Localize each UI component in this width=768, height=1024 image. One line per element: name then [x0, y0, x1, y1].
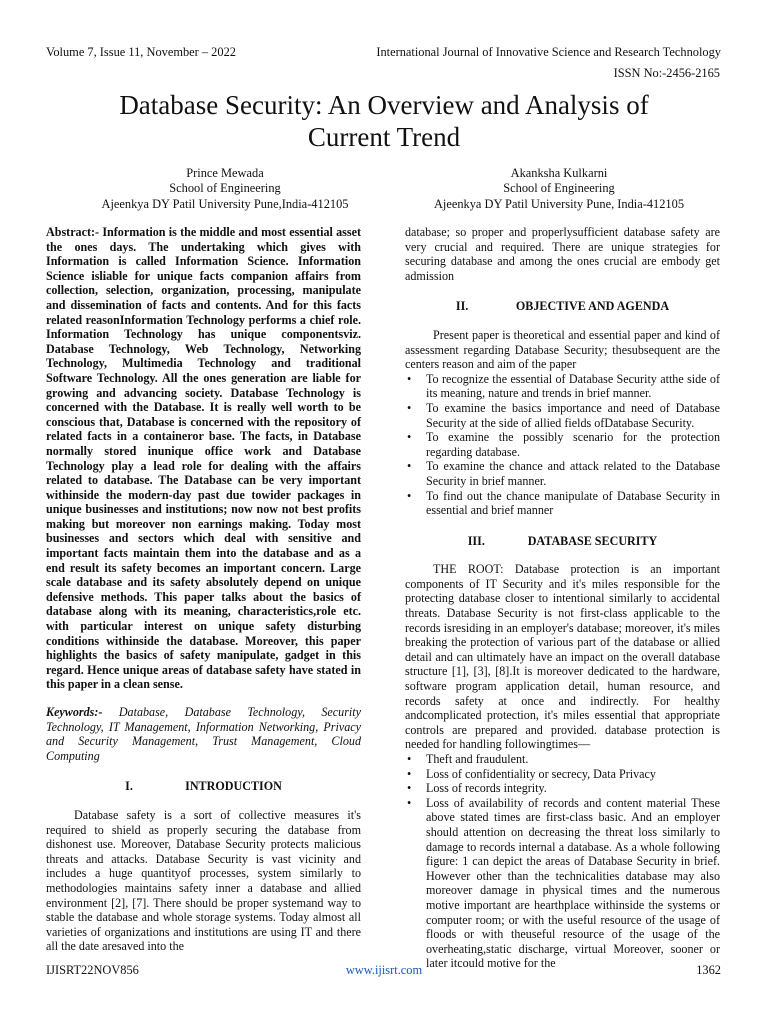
- threat-list: [405, 752, 720, 971]
- issn: ISSN No:-2456-2165: [613, 66, 720, 80]
- author-name: Akanksha Kulkarni: [510, 166, 608, 180]
- title-line-1: Database Security: An Overview and Analysis of: [119, 90, 649, 120]
- database-security-text: THE ROOT: Database protection is an important components of IT Security and it's miles responsible for the protecting database closer to intentional similarly to accidental threats. Database Security is not first-class applicable to the records isresiding in an employer's database; moreover, it's miles breaking the protection of various part of the database or allied detail and can ultimately have an impact on the overall database structure [1], [3], [8].It is moreover dedicated to the hardware, software program application detail, human resource, and records safety at once and indirectly. For healthy andcomplicated protection, it's miles essential that appropriate controls are prepared and provided. database protection is needed for handling followingtimes—: [405, 562, 720, 752]
- author-dept: School of Engineering: [503, 181, 615, 196]
- section-title: DATABASE SECURITY: [527, 533, 658, 548]
- section-title: OBJECTIVE AND AGENDA: [515, 299, 670, 314]
- list-item: • To find out the chance manipulate of Database Security in essential and brief manner: [407, 488, 720, 518]
- objective-list: [405, 372, 720, 518]
- list-item: • Loss of records integrity.: [407, 781, 547, 796]
- paper-title: [40, 89, 728, 153]
- author-dept: School of Engineering: [169, 181, 281, 196]
- section-heading-objective: [405, 299, 720, 314]
- author-2: [413, 166, 705, 212]
- keywords-text: Database, Database Technology, Security Technology, IT Management, Information Networking, Privacy and Security Management, Trust Management, Cloud Computing: [46, 705, 361, 763]
- author-univ: Ajeenkya DY Patil University Pune,India-412105: [101, 196, 349, 211]
- section-heading-introduction: [46, 779, 361, 794]
- bullet-icon: •: [407, 781, 412, 796]
- list-item: • To examine the basics importance and need of Database Security at the side of allied fields ofDatabase Security.: [407, 400, 720, 430]
- section-number: I.: [125, 779, 133, 794]
- keywords-label: Keywords:-: [46, 705, 103, 719]
- volume-info: Volume 7, Issue 11, November – 2022: [46, 45, 236, 59]
- bullet-icon: •: [407, 371, 412, 386]
- section-number: III.: [467, 533, 485, 548]
- footer-paper-id: IJISRT22NOV856: [46, 963, 139, 977]
- bullet-icon: •: [407, 766, 412, 781]
- bullet-icon: •: [407, 459, 412, 474]
- section-title: INTRODUCTION: [185, 779, 282, 794]
- list-item: • To recognize the essential of Database Security atthe side of its meaning, nature and trends in brief manner.: [407, 371, 720, 401]
- right-column: [405, 225, 720, 971]
- bullet-icon: •: [407, 430, 412, 445]
- author-1: [60, 166, 390, 212]
- list-item: • Loss of availability of records and content material These above stated times are first-class basic. And an employer should attention on decreasing the threat loss similarly to damage to records internal a database. As a whole following figure: 1 can depict the areas of Database Security in brief. However other than the technicalities database may also moreover damage in physical times and the numerous motive important are hearthplace withinside the systems or computer room; or with the useful resource of the usage of floods or with theuseful resource of the usage of the overheating,static discharge, virtual Moreover, sooner or later itcould motive for the: [407, 795, 720, 971]
- objective-text: Present paper is theoretical and essential paper and kind of assessment regarding Database Security; thesubsequent are the centers reason and aim of the paper: [405, 327, 720, 372]
- author-name: Prince Mewada: [186, 166, 264, 180]
- introduction-text: Database safety is a sort of collective measures it's required to shield as properly securing the database from dishonest use. Moreover, Database Security protects malicious threats and attacks. Database Security is vast vicinity and includes a huge quantityof processes, system similarly to methodologies maintains safety inner a database and allied environment [2], [7]. There should be proper systemand way to stable the database and whole storage systems. Today almost all varieties of organizations and institutions are using IT and there all the date aresaved into the: [46, 807, 361, 954]
- journal-name: International Journal of Innovative Science and Research Technology: [376, 45, 721, 59]
- author-univ: Ajeenkya DY Patil University Pune, India-412105: [433, 196, 685, 211]
- footer-page-number: 1362: [696, 963, 721, 977]
- abstract: Abstract:- Information is the middle and most essential asset the ones days. The undertaking which gives with Information is called Information Science. Information Science isliable for unique facts companion affairs from collection, selection, organization, processing, manipulate and dissemination of facts and contents. And for this facts related reasonInformation Technology performs a chief role. Information Technology has unique componentsviz. Database Technology, Web Technology, Networking Technology, Multimedia Technology and traditional Software Technology. All the ones generation are liable for growing and advancing society. Database Technology is concerned with the Database. It is really well worth to be conscious that, Database is concerned with the repository of related facts in a containeror base. The facts, in Database normally stored inunique office work and Database Technology play a lead role for dealing with the affairs related to database. The Database can be very important withinside the modern-day past due towider packages in unique businesses and institutions; now now not best profits making but moreover non earnings making. Today most businesses and sectors which deal with sensitive and important facts maintain them into the database and as a end result its safety becomes an important concern. Large scale database and its safety absolutely depend on unique defensive methods. This paper talks about the basics of database along with its meaning, characteristics,role etc. with particular interest on unique safety disturbing conditions withinside the database. Moreover, this paper highlights the basics of safety manipulate, gadget in this regard. Hence unique areas of database safety have stated in this paper in a clean sense.: [46, 225, 361, 692]
- title-line-2: Current Trend: [307, 122, 461, 152]
- list-item: • Theft and fraudulent.: [407, 752, 529, 766]
- list-item: • To examine the possibly scenario for the protection regarding database.: [407, 430, 720, 459]
- section-number: II.: [455, 299, 469, 314]
- bullet-icon: •: [407, 488, 412, 503]
- list-item: • To examine the chance and attack related to the Database Security in brief manner.: [407, 459, 720, 488]
- keywords: [46, 705, 361, 763]
- bullet-icon: •: [407, 752, 412, 766]
- bullet-icon: •: [407, 795, 412, 810]
- introduction-continued: database; so proper and properlysufficient database safety are very crucial and required. There are unique strategies for securing database and among the ones crucial are embody get admission: [405, 225, 720, 283]
- bullet-icon: •: [407, 400, 412, 415]
- footer-website-link[interactable]: www.ijisrt.com: [345, 963, 423, 977]
- list-item: • Loss of confidentiality or secrecy, Data Privacy: [407, 766, 656, 781]
- left-column: [46, 225, 361, 954]
- section-heading-database-security: [405, 534, 720, 549]
